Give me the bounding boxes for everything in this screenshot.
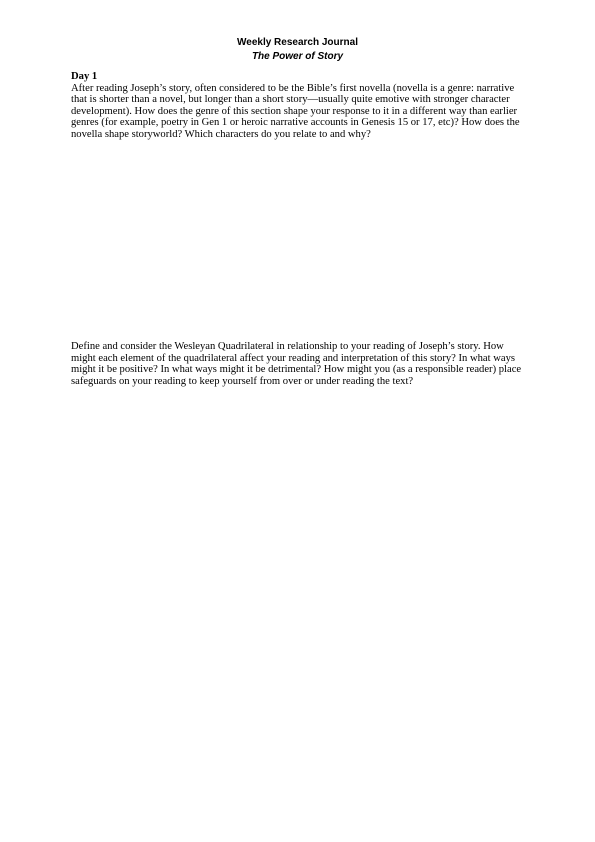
- journal-title: Weekly Research Journal: [237, 37, 358, 48]
- wesleyan-quadrilateral-section: [71, 341, 526, 387]
- novella-genre-prompt: After reading Joseph’s story, often considered to be the Bible’s first novella (novella is a genre: narrative that is shorter than a novel, but longer than a short story—usually quite emotive with stronger character development). How does the genre of this section shape your response to it in a different way than earlier genres (for example, poetry in Gen 1 or heroic narrative accounts in Genesis 15 or 17, etc)? How does the novella shape storyworld? Which characters do you relate to and why?: [71, 82, 520, 140]
- journal-subtitle: The Power of Story: [251, 51, 344, 62]
- day-1-section: [71, 71, 526, 141]
- wesleyan-quadrilateral-prompt: Define and consider the Wesleyan Quadrilateral in relationship to your reading of Joseph’s story. How might each element of the quadrilateral affect your reading and interpretation of this story? In what ways might it be positive? In what ways might it be detrimental? How might you (as a responsible reader) place safeguards on your reading to keep yourself from over or under reading the text?: [71, 341, 522, 387]
- document-header: [0, 36, 595, 64]
- day-heading: Day 1: [71, 71, 98, 82]
